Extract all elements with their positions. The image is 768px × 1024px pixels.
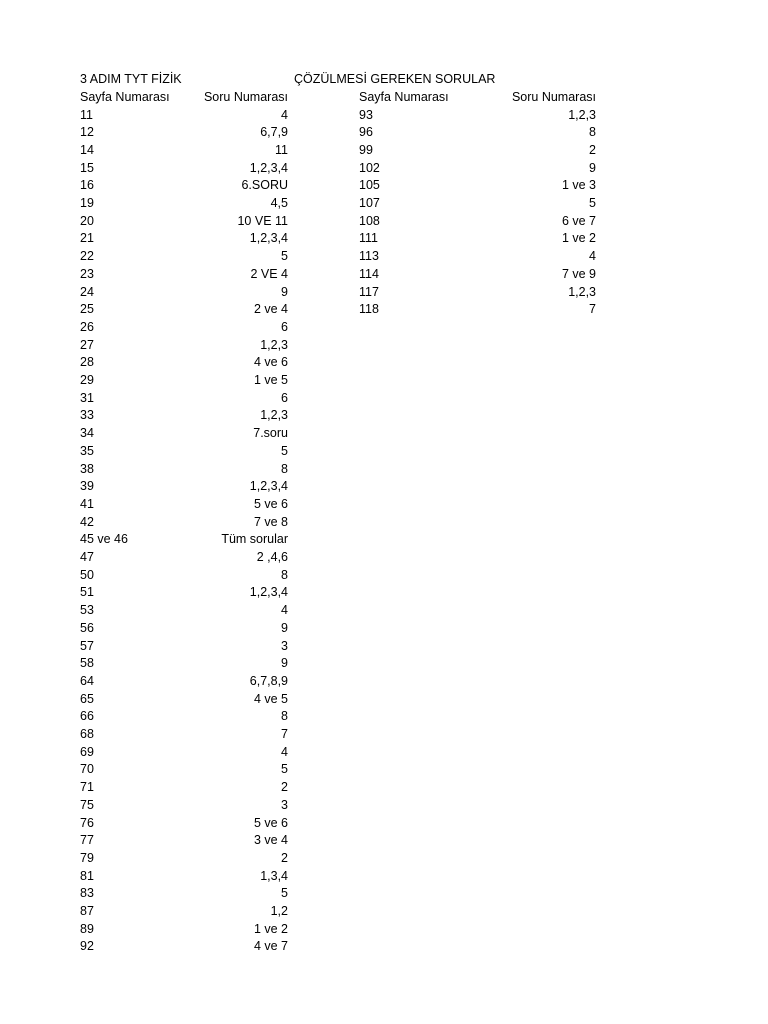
question-number-cell: 1 ve 2 bbox=[253, 921, 288, 936]
question-number-cell: 2 bbox=[589, 142, 596, 157]
page-number-cell: 47 bbox=[80, 550, 94, 564]
page-number-cell: 12 bbox=[80, 125, 94, 140]
question-number-cell: 8 bbox=[281, 461, 288, 476]
question-number-cell: 5 bbox=[281, 249, 288, 264]
question-number-cell: 5 bbox=[589, 196, 596, 210]
question-number-cell: 6 bbox=[281, 319, 288, 334]
page-number-cell: 22 bbox=[80, 249, 94, 264]
page-number-cell: 24 bbox=[80, 284, 94, 299]
page-number-cell: 20 bbox=[80, 213, 94, 228]
page-number-cell: 75 bbox=[80, 797, 94, 812]
question-number-cell: 7 ve 8 bbox=[253, 514, 288, 529]
question-number-cell: 1,2 bbox=[270, 904, 288, 918]
right-question-header: Soru Numarası bbox=[511, 90, 596, 104]
question-number-cell: 1,3,4 bbox=[260, 868, 288, 883]
page-number-cell: 50 bbox=[80, 567, 94, 582]
page-number-cell: 83 bbox=[80, 886, 94, 901]
question-number-cell: 9 bbox=[281, 620, 288, 635]
question-number-cell: 2 VE 4 bbox=[250, 266, 288, 281]
question-number-cell: 11 bbox=[275, 142, 288, 157]
question-number-cell: 4 ve 5 bbox=[253, 691, 288, 706]
question-number-cell: 7.soru bbox=[253, 426, 288, 441]
question-number-cell: 10 VE 11 bbox=[237, 213, 288, 228]
question-number-cell: 1,2,3,4 bbox=[249, 160, 288, 175]
page-number-cell: 96 bbox=[359, 125, 373, 140]
question-number-cell: 5 bbox=[281, 762, 288, 777]
question-number-cell: 6 ve 7 bbox=[561, 213, 596, 228]
page-number-cell: 71 bbox=[80, 780, 94, 795]
question-number-cell: 2 ve 4 bbox=[253, 302, 288, 317]
question-number-cell: 2 bbox=[281, 780, 288, 795]
question-number-cell: 6,7,8,9 bbox=[249, 673, 288, 688]
page-number-cell: 21 bbox=[80, 231, 94, 246]
page-number-cell: 35 bbox=[80, 443, 94, 458]
question-number-cell: 2 ,4,6 bbox=[256, 550, 288, 564]
question-number-cell: 1,2,3,4 bbox=[249, 479, 288, 494]
question-number-cell: 4 ve 7 bbox=[253, 939, 288, 954]
page-number-cell: 69 bbox=[80, 744, 94, 759]
question-number-cell: 2 bbox=[281, 850, 288, 865]
question-number-cell: 1 ve 3 bbox=[561, 178, 596, 193]
question-number-cell: 9 bbox=[589, 160, 596, 175]
question-number-cell: 1,2,3 bbox=[568, 107, 596, 122]
page-number-cell: 107 bbox=[359, 196, 380, 210]
question-number-cell: 5 bbox=[281, 886, 288, 901]
page-number-cell: 70 bbox=[80, 762, 94, 777]
page-number-cell: 92 bbox=[80, 939, 94, 954]
question-number-cell: 5 ve 6 bbox=[253, 815, 288, 830]
page-number-cell: 108 bbox=[359, 213, 380, 228]
page-number-cell: 39 bbox=[80, 479, 94, 494]
question-number-cell: 1 ve 5 bbox=[253, 373, 288, 387]
question-number-cell: 5 ve 6 bbox=[253, 496, 288, 511]
page-number-cell: 114 bbox=[359, 266, 379, 281]
page-number-cell: 51 bbox=[80, 585, 94, 600]
page-number-cell: 42 bbox=[80, 514, 94, 529]
page-number-cell: 23 bbox=[80, 266, 94, 281]
question-number-cell: 3 ve 4 bbox=[253, 833, 288, 848]
question-number-cell: 1,2,3 bbox=[260, 337, 288, 352]
question-number-cell: 7 bbox=[589, 302, 596, 317]
page-number-cell: 14 bbox=[80, 142, 94, 157]
document-title: 3 ADIM TYT FİZİK bbox=[80, 72, 182, 86]
page-number-cell: 64 bbox=[80, 673, 94, 688]
page-number-cell: 81 bbox=[80, 868, 94, 883]
question-number-cell: 3 bbox=[281, 797, 288, 812]
page-number-cell: 57 bbox=[80, 638, 94, 653]
question-number-cell: 8 bbox=[281, 567, 288, 582]
page-number-cell: 93 bbox=[359, 107, 373, 122]
question-number-cell: 5 bbox=[281, 443, 288, 458]
page-number-cell: 77 bbox=[80, 833, 94, 848]
question-number-cell: 4 ve 6 bbox=[253, 355, 288, 370]
question-number-cell: 4 bbox=[281, 603, 288, 618]
question-number-cell: 3 bbox=[281, 638, 288, 653]
page-number-cell: 87 bbox=[80, 904, 94, 918]
question-number-cell: 4 bbox=[589, 249, 596, 264]
page-number-cell: 79 bbox=[80, 850, 94, 865]
question-number-cell: 4 bbox=[281, 744, 288, 759]
page-number-cell: 56 bbox=[80, 620, 94, 635]
page-number-cell: 111 bbox=[359, 231, 379, 246]
page-number-cell: 26 bbox=[80, 319, 94, 334]
page-number-cell: 117 bbox=[359, 284, 379, 299]
question-number-cell: 7 bbox=[281, 727, 288, 741]
right-page-header: Sayfa Numarası bbox=[359, 90, 449, 104]
question-number-cell: 8 bbox=[589, 125, 596, 140]
page-number-cell: 25 bbox=[80, 302, 94, 317]
section-title: ÇÖZÜLMESİ GEREKEN SORULAR bbox=[294, 72, 496, 86]
question-number-cell: 1,2,3 bbox=[568, 284, 596, 299]
page-number-cell: 53 bbox=[80, 603, 94, 618]
page-number-cell: 29 bbox=[80, 373, 94, 387]
page-number-cell: 41 bbox=[80, 496, 94, 511]
page-number-cell: 16 bbox=[80, 178, 94, 193]
question-number-cell: 1,2,3,4 bbox=[249, 585, 288, 600]
question-number-cell: 1 ve 2 bbox=[561, 231, 596, 246]
page-number-cell: 105 bbox=[359, 178, 380, 193]
page-number-cell: 65 bbox=[80, 691, 94, 706]
page-number-cell: 38 bbox=[80, 461, 94, 476]
page-number-cell: 76 bbox=[80, 815, 94, 830]
question-number-cell: 6,7,9 bbox=[260, 125, 288, 140]
question-number-cell: 1,2,3,4 bbox=[249, 231, 288, 246]
question-number-cell: 4,5 bbox=[270, 196, 288, 210]
question-number-cell: Tüm sorular bbox=[221, 532, 288, 547]
page-number-cell: 45 ve 46 bbox=[80, 532, 128, 547]
question-number-cell: 6.SORU bbox=[241, 178, 288, 193]
page-number-cell: 113 bbox=[359, 249, 379, 264]
question-number-cell: 4 bbox=[281, 107, 288, 122]
page-number-cell: 28 bbox=[80, 355, 94, 370]
page-number-cell: 66 bbox=[80, 709, 94, 724]
question-number-cell: 8 bbox=[281, 709, 288, 724]
page-number-cell: 15 bbox=[80, 160, 94, 175]
question-number-cell: 9 bbox=[281, 284, 288, 299]
question-number-cell: 1,2,3 bbox=[260, 408, 288, 423]
left-page-header: Sayfa Numarası bbox=[80, 90, 170, 104]
question-number-cell: 7 ve 9 bbox=[561, 266, 596, 281]
page-number-cell: 68 bbox=[80, 727, 94, 741]
page-number-cell: 118 bbox=[359, 302, 379, 317]
page-number-cell: 58 bbox=[80, 656, 94, 671]
page-number-cell: 34 bbox=[80, 426, 94, 441]
left-question-header: Soru Numarası bbox=[203, 90, 288, 104]
page-number-cell: 89 bbox=[80, 921, 94, 936]
page-number-cell: 31 bbox=[80, 390, 94, 405]
page-number-cell: 11 bbox=[80, 107, 93, 122]
question-number-cell: 6 bbox=[281, 390, 288, 405]
page-number-cell: 27 bbox=[80, 337, 94, 352]
page-number-cell: 99 bbox=[359, 142, 373, 157]
page-number-cell: 19 bbox=[80, 196, 94, 210]
page-number-cell: 33 bbox=[80, 408, 94, 423]
page-number-cell: 102 bbox=[359, 160, 380, 175]
question-number-cell: 9 bbox=[281, 656, 288, 671]
